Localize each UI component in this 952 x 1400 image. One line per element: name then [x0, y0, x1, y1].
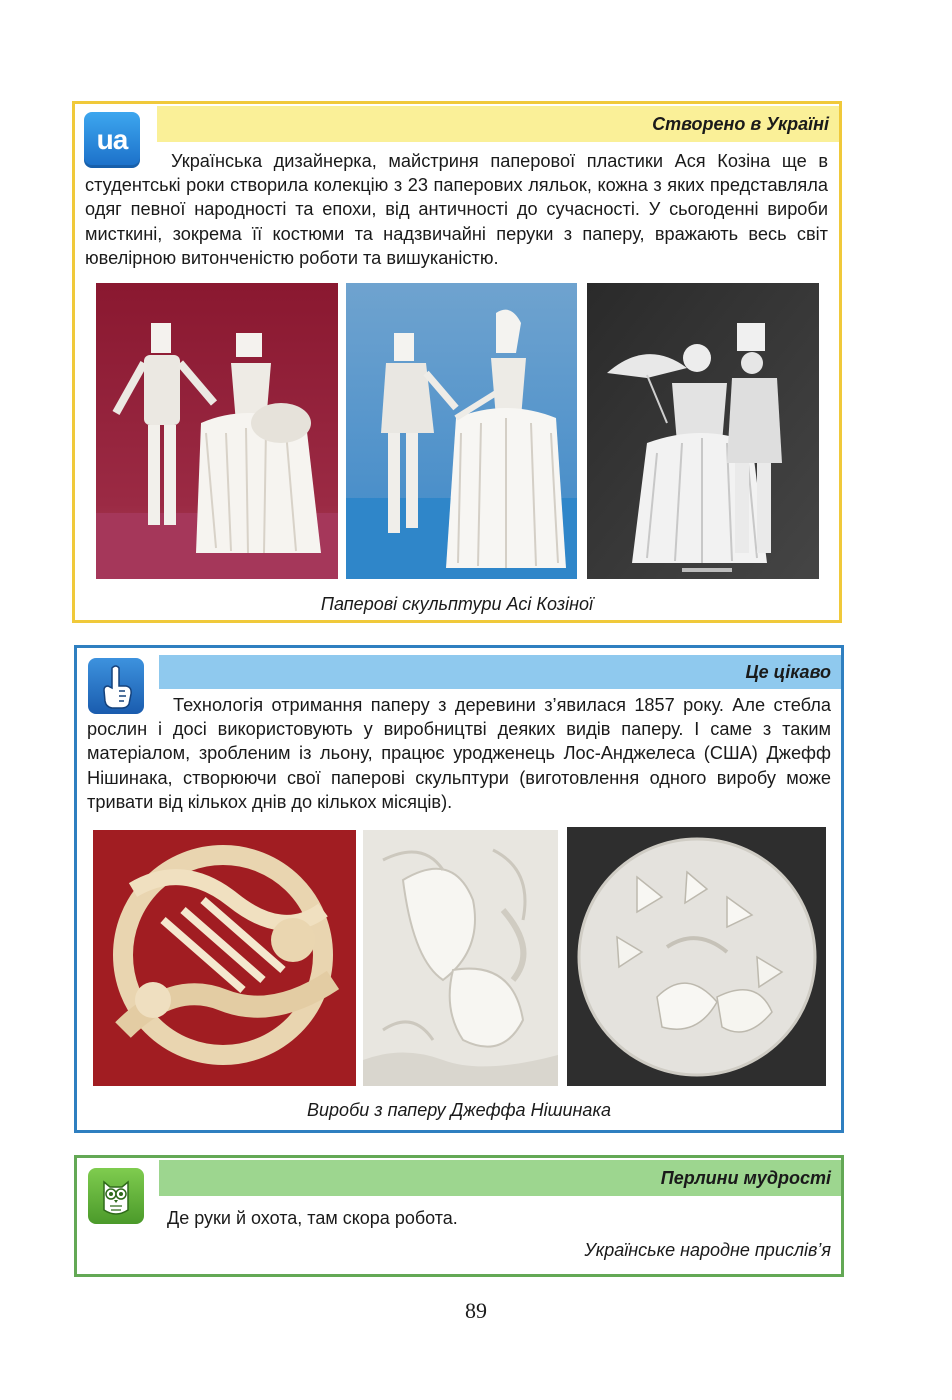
ua-box-text [85, 149, 828, 270]
proverb-source: Українське народне прислів’я [584, 1240, 831, 1260]
paper-fish-photo [363, 830, 558, 1086]
info-box-text [87, 693, 831, 814]
info-box-paragraph: Технологія отримання паперу з деревини з’явилася 1857 року. Але стебла рослин і досі використовують у виробництві деяких видів паперу. І саме з таким матеріалом, зробленим із льону, працює уродженець Лос-Анджелеса (США) Джефф Нішинака, створюючи свої паперові скульптури (виготовлення одного виробу може тривати від кількох днів до кількох місяців). [87, 695, 831, 812]
created-in-ukraine-box [72, 101, 842, 623]
ua-box-paragraph: Українська дизайнерка, майстриня паперової пластики Ася Козіна ще в студентські роки створила колекцію з 23 паперових ляльок, кожна з яких представляла одяг певної народності та епохи, від античності до сучасності. У сьогоденні вироби мисткині, зокрема її костюми та надзвичайні перуки з паперу, вражають весь світ ювелірною витонченістю роботи та вишуканістю. [85, 151, 828, 268]
ua-box-header: Створено в Україні [157, 106, 839, 142]
interesting-fact-box [74, 645, 844, 1133]
pearls-of-wisdom-box [74, 1155, 844, 1277]
paper-dragon-photo [93, 830, 356, 1086]
proverb-text: Де руки й охота, там скора робота. [167, 1208, 458, 1228]
info-box-caption: Вироби з паперу Джеффа Нішинака [307, 1100, 611, 1120]
paper-sculpture-photo-3 [587, 283, 819, 579]
owl-icon [88, 1168, 144, 1224]
paper-sculpture-photo-2 [346, 283, 577, 579]
wisdom-box-header: Перлини мудрості [159, 1160, 841, 1196]
ua-box-caption: Паперові скульптури Асі Козіної [320, 594, 594, 614]
paper-butterflies-photo [567, 827, 826, 1086]
page-number: 89 [465, 1298, 487, 1323]
paper-sculpture-photo-1 [96, 283, 338, 579]
ua-badge-label: ua [96, 124, 128, 155]
info-box-header: Це цікаво [159, 655, 841, 689]
